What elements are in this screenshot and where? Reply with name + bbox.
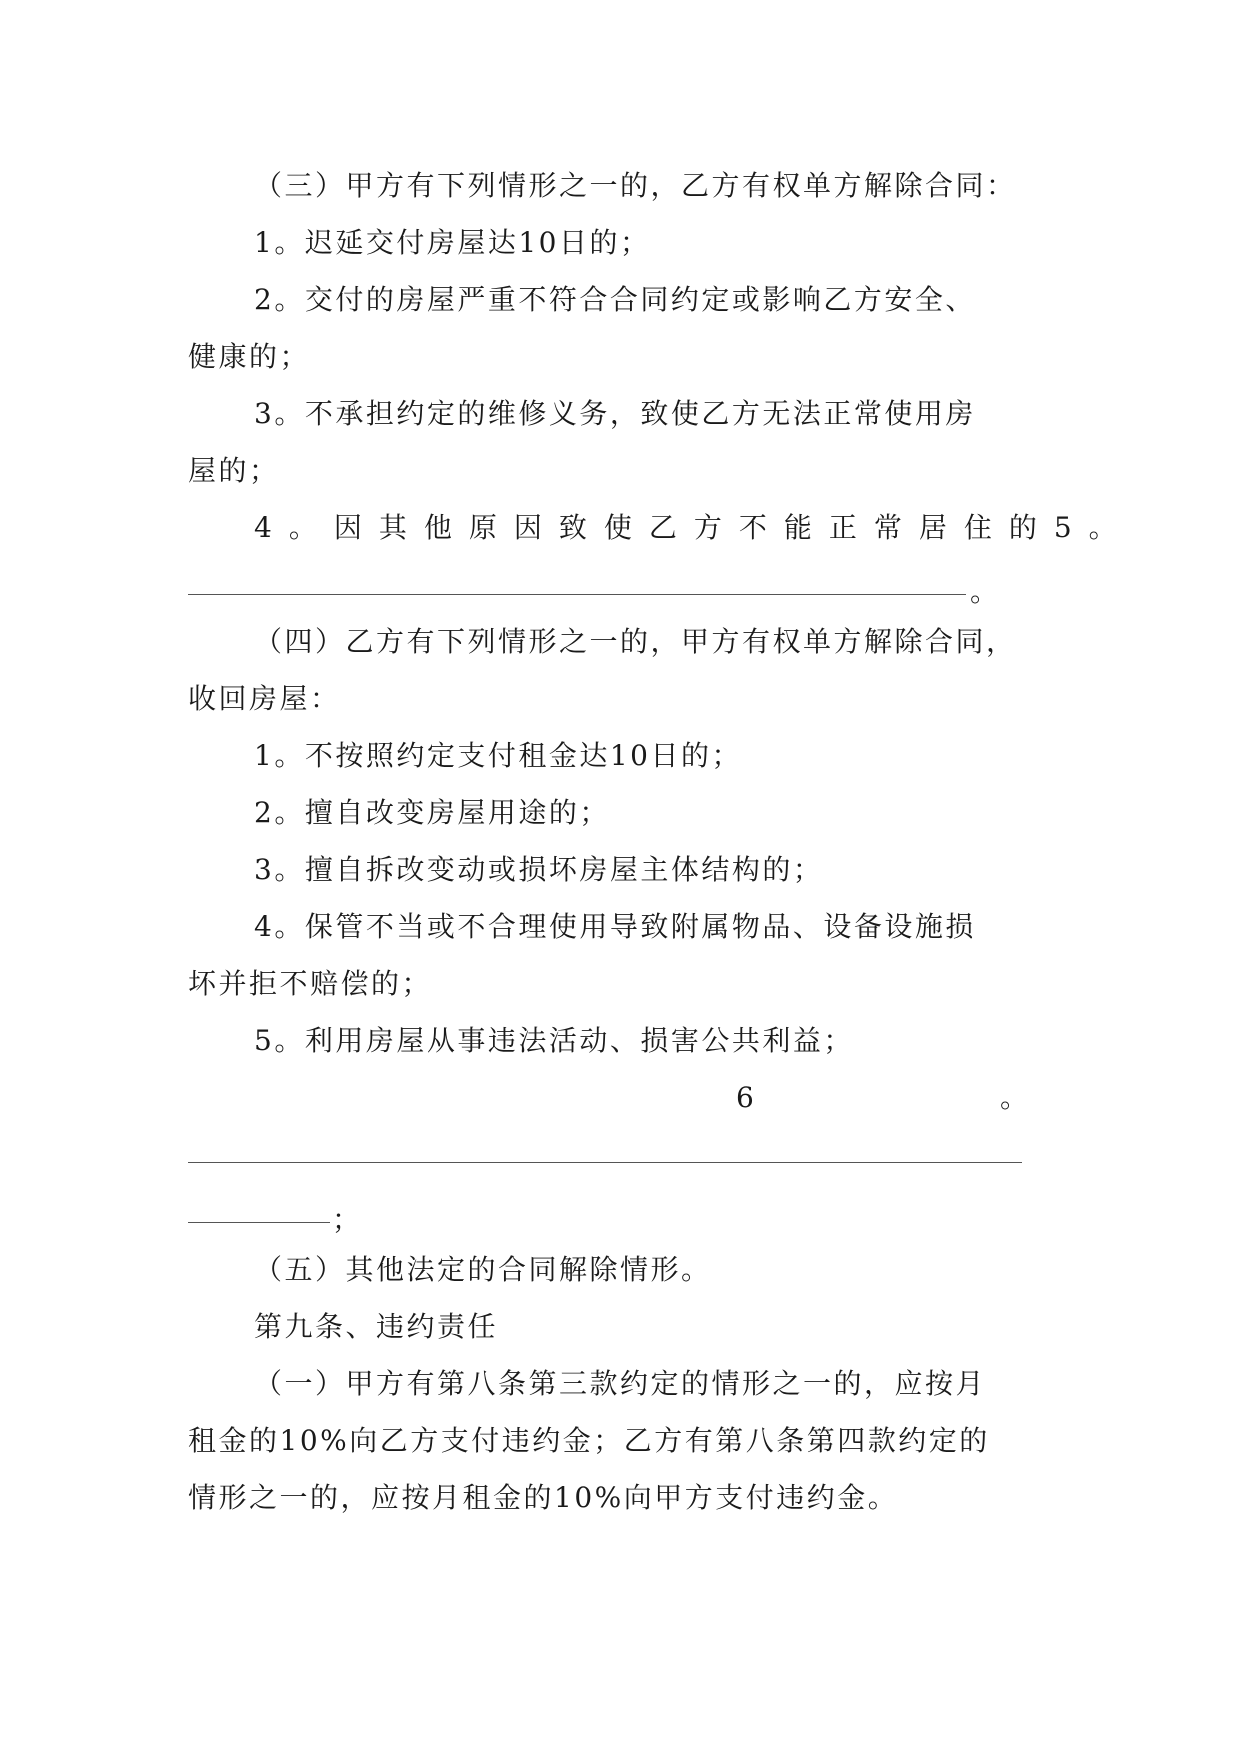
clause-4-heading-cont: 收回房屋： [188,682,341,715]
article-9-clause-1-cont: 租金的10%向乙方支付违约金；乙方有第八条第四款约定的 [188,1424,990,1457]
clause-4-heading: （四）乙方有下列情形之一的，甲方有权单方解除合同， [254,625,1017,658]
blank-end-mark: ； [332,1203,361,1236]
clause-4-item-4: 4。保管不当或不合理使用导致附属物品、设备设施损 [254,910,976,943]
blank-end-mark: 。 [970,575,999,608]
article-9-title: 第九条、违约责任 [254,1310,499,1343]
clause-3-item-3-cont: 屋的； [188,454,280,487]
clause-4-item-5: 5。利用房屋从事违法活动、损害公共利益； [254,1024,854,1057]
clause-4-item-2: 2。擅自改变房屋用途的； [254,796,610,829]
clause-4-item-6-end-mark: 。 [1000,1081,1029,1114]
clause-3-item-2: 2。交付的房屋严重不符合合同约定或影响乙方安全、 [254,283,976,316]
fill-in-blank-line [188,1162,1022,1163]
fill-in-blank-line [188,1222,330,1223]
article-9-clause-1: （一）甲方有第八条第三款约定的情形之一的，应按月 [254,1367,987,1400]
clause-4-item-3: 3。擅自拆改变动或损坏房屋主体结构的； [254,853,824,886]
clause-4-item-6-number: 6 [736,1081,754,1114]
clause-5-heading: （五）其他法定的合同解除情形。 [254,1253,712,1286]
clause-3-item-1: 1。迟延交付房屋达10日的； [254,226,651,259]
clause-4-item-4-cont: 坏并拒不赔偿的； [188,967,433,1000]
fill-in-blank-line [188,594,966,595]
clause-3-heading: （三）甲方有下列情形之一的，乙方有权单方解除合同： [254,169,1017,202]
article-9-clause-1-cont-2: 情形之一的，应按月租金的10%向甲方支付违约金。 [188,1481,899,1514]
clause-3-item-4: 4。因其他原因致使乙方不能正常居住的5。 [254,511,1134,544]
clause-3-item-3: 3。不承担约定的维修义务，致使乙方无法正常使用房 [254,397,976,430]
clause-4-item-1: 1。不按照约定支付租金达10日的； [254,739,742,772]
clause-3-item-2-cont: 健康的； [188,340,311,373]
